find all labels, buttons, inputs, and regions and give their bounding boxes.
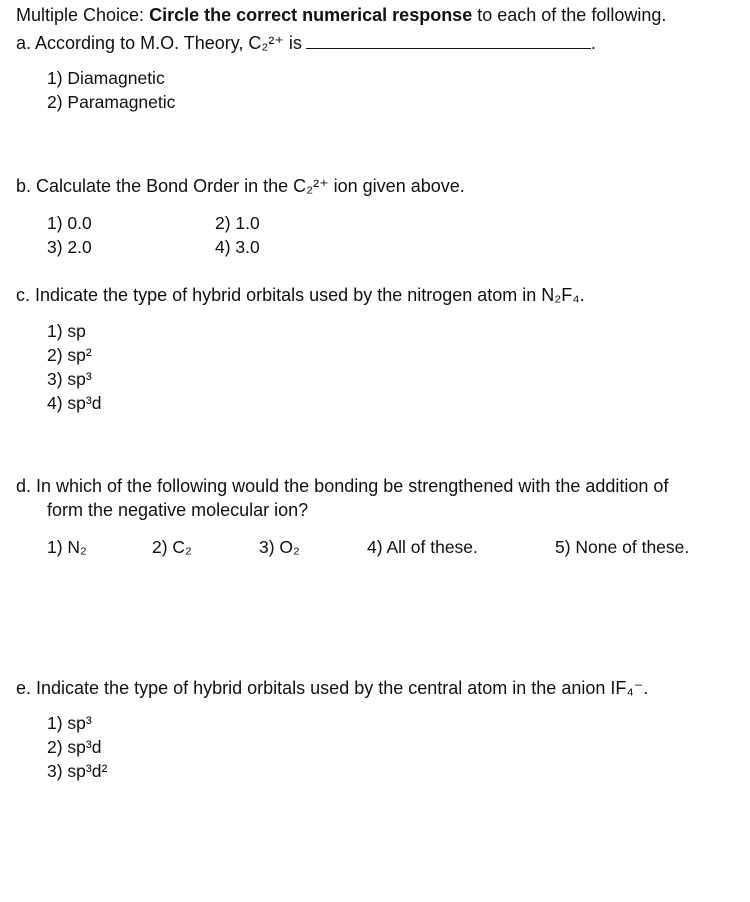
question-d-stem-line-2: form the negative molecular ion? — [47, 500, 309, 520]
question-b-option-4[interactable]: 4) 3.0 — [215, 237, 260, 257]
question-e-stem: e. Indicate the type of hybrid orbitals used by the central atom in the anion IF₄⁻. — [16, 678, 649, 698]
question-b-option-3[interactable]: 3) 2.0 — [47, 237, 92, 257]
question-e-option-2[interactable]: 2) sp³d — [47, 737, 102, 757]
question-c-option-4[interactable]: 4) sp³d — [47, 393, 102, 413]
question-a-stem — [16, 32, 596, 54]
question-d-option-4[interactable]: 4) All of these. — [367, 537, 478, 557]
question-b-stem: b. Calculate the Bond Order in the C₂²⁺ ion given above. — [16, 176, 465, 196]
question-d-option-1[interactable]: 1) N₂ — [47, 537, 87, 557]
question-a-option-1[interactable]: 1) Diamagnetic — [47, 68, 165, 88]
question-a-option-2[interactable]: 2) Paramagnetic — [47, 92, 176, 112]
answer-blank[interactable] — [306, 34, 591, 49]
question-c-stem: c. Indicate the type of hybrid orbitals used by the nitrogen atom in N₂F₄. — [16, 285, 585, 305]
question-c-option-3[interactable]: 3) sp³ — [47, 369, 92, 389]
question-b-option-1[interactable]: 1) 0.0 — [47, 213, 92, 233]
instructions-header — [16, 4, 666, 26]
question-b-option-2[interactable]: 2) 1.0 — [215, 213, 260, 233]
question-e-option-1[interactable]: 1) sp³ — [47, 713, 92, 733]
question-a-text: a. According to M.O. Theory, C₂²⁺ is — [16, 33, 302, 53]
header-suffix: to each of the following. — [477, 5, 667, 25]
question-c-option-2[interactable]: 2) sp² — [47, 345, 92, 365]
question-e-option-3[interactable]: 3) sp³d² — [47, 761, 108, 781]
header-prefix: Multiple Choice: — [16, 5, 145, 25]
header-instruction: Circle the correct numerical response — [149, 5, 473, 25]
question-d-stem-line-1: d. In which of the following would the bonding be strengthened with the addition of — [16, 476, 669, 496]
question-a-period: . — [590, 33, 596, 53]
question-d-option-5[interactable]: 5) None of these. — [555, 537, 690, 557]
question-c-option-1[interactable]: 1) sp — [47, 321, 86, 341]
question-d-option-3[interactable]: 3) O₂ — [259, 537, 300, 557]
question-d-option-2[interactable]: 2) C₂ — [152, 537, 192, 557]
